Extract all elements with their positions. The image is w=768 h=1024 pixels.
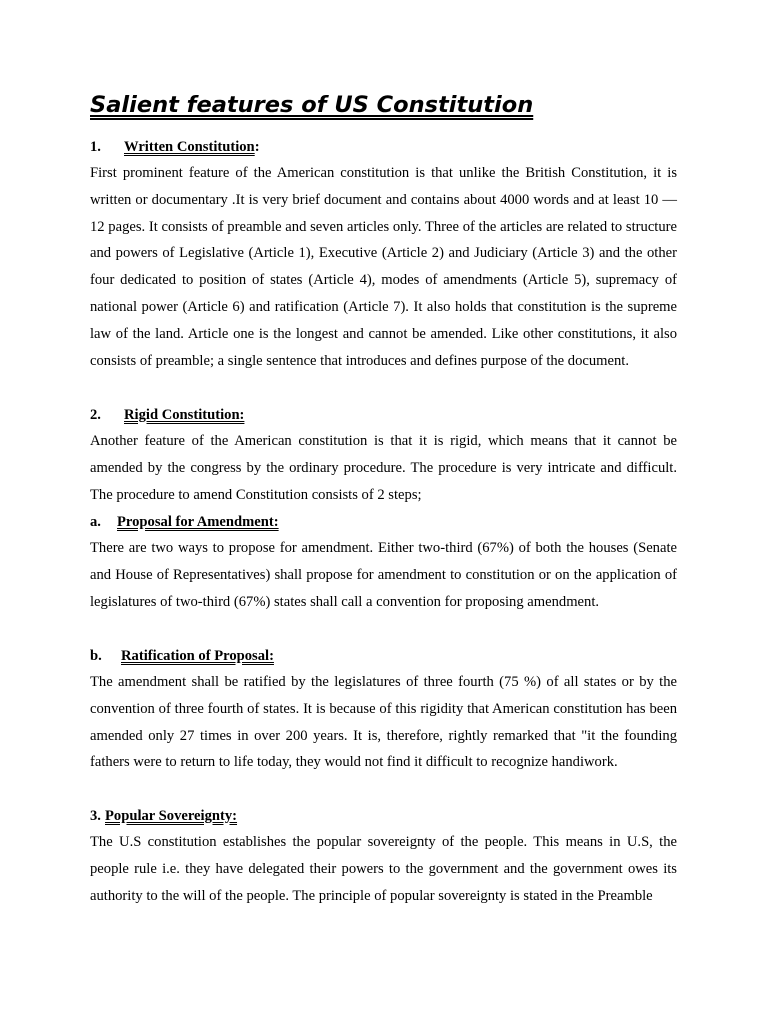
section-heading-label: Proposal for Amendment: <box>117 514 279 530</box>
section-number: 1. <box>90 139 101 155</box>
heading-colon: : <box>254 139 260 155</box>
section-heading-written-constitution <box>90 134 260 161</box>
section-number: a. <box>90 514 101 530</box>
section-heading-label: Rigid Constitution: <box>124 407 245 423</box>
section-heading-popular-sovereignty <box>90 803 237 830</box>
paragraph-proposal-for-amendment: There are two ways to propose for amendment. Either two-third (67%) of both the houses (Senate and House of Representatives) shall propose for amendment to constitution or on the application of legislatures of two-third (67%) states shall call a convention for proposing amendment. <box>90 540 677 610</box>
section-number: b. <box>90 648 102 664</box>
section-heading-label: Ratification of Proposal: <box>121 648 274 664</box>
section-number: 3. <box>90 808 101 824</box>
section-heading-rigid-constitution <box>90 402 244 429</box>
section-heading-proposal-for-amendment <box>90 509 279 536</box>
section-heading-ratification-of-proposal <box>90 643 274 670</box>
paragraph-written-constitution: First prominent feature of the American constitution is that unlike the British Constitution, it is written or documentary .It is very brief document and contains about 4000 words and at least 10 —12 pages. It consists of preamble and seven articles only. Three of the articles are related to structure and powers of Legislative (Article 1), Executive (Article 2) and Judiciary (Article 3) and the other four dedicated to position of states (Article 4), modes of amendments (Article 5), supremacy of national power (Article 6) and ratification (Article 7). It also holds that constitution is the supreme law of the land. Article one is the longest and cannot be amended. Like other constitutions, it also consists of preamble; a single sentence that introduces and defines purpose of the document. <box>90 165 677 369</box>
paragraph-ratification-of-proposal: The amendment shall be ratified by the legislatures of three fourth (75 %) of all states or by the convention of three fourth of states. It is because of this rigidity that American constitution has been amended only 27 times in over 200 years. It is, therefore, rightly remarked that "it the founding fathers were to return to life today, they would not find it difficult to recognize handiwork. <box>90 674 677 771</box>
paragraph-popular-sovereignty: The U.S constitution establishes the popular sovereignty of the people. This means in U.S, the people rule i.e. they have delegated their powers to the government and the government owes its authority to the will of the people. The principle of popular sovereignty is stated in the Preamble <box>90 834 677 904</box>
paragraph-rigid-constitution: Another feature of the American constitution is that it is rigid, which means that it cannot be amended by the congress by the ordinary procedure. The procedure is very intricate and difficult. The procedure to amend Constitution consists of 2 steps; <box>90 433 677 503</box>
section-number: 2. <box>90 407 101 423</box>
page-title: Salient features of US Constitution <box>90 92 534 118</box>
section-heading-label: Popular Sovereignty: <box>105 808 238 824</box>
section-heading-label: Written Constitution <box>124 139 255 155</box>
